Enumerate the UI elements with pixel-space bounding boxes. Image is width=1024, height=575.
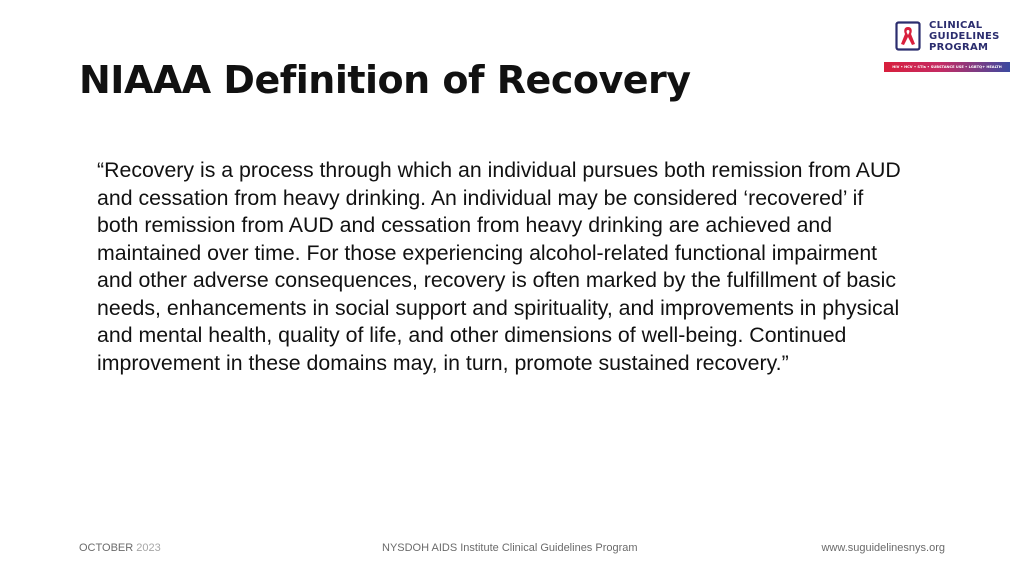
logo-line-1: CLINICAL [929,20,983,31]
logo-tagline: HIV • HCV • STIs • SUBSTANCE USE • LGBTQ+ HEALTH [884,62,1010,72]
slide-title: NIAAA Definition of Recovery [79,58,691,102]
footer-date [79,542,161,554]
footer-month: OCTOBER [79,542,134,554]
footer-year: 2023 [136,542,161,554]
footer-website: www.suguidelinesnys.org [821,542,945,554]
red-ribbon-icon [895,21,921,51]
recovery-definition-quote: “Recovery is a process through which an individual pursues both remission from AUD and cessation from heavy drinking. An individual may be considered ‘recovered’ if both remission from AUD and cessation from heavy drinking are achieved and maintained over time. For those experiencing alcohol-related functional impairment and other adverse consequences, recovery is often marked by the fulfillment of basic needs, enhancements in social support and spirituality, and improvements in physical and mental health, quality of life, and other dimensions of well-being. Continued improvement in these domains may, in turn, promote sustained recovery.” [97,158,901,375]
footer-program-name: NYSDOH AIDS Institute Clinical Guidelines Program [382,542,638,554]
clinical-guidelines-program-logo [884,18,1010,76]
logo-line-2: GUIDELINES [929,31,1000,42]
logo-wordmark [929,20,1000,53]
logo-line-3: PROGRAM [929,42,989,53]
